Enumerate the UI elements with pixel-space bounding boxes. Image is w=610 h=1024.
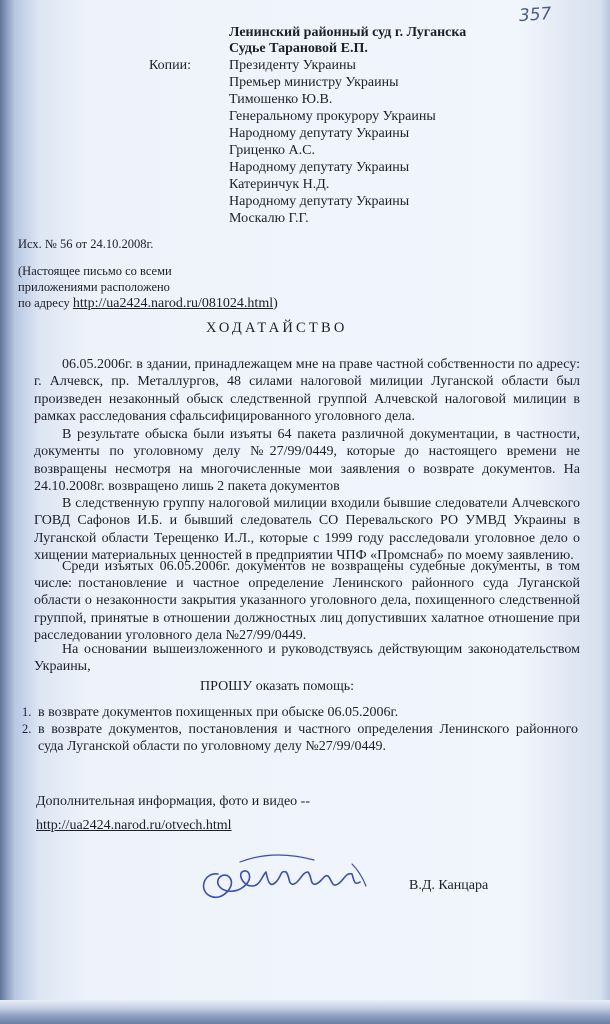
- copy-recipient: Москалю Г.Г.: [229, 211, 309, 226]
- request-number: 2.: [22, 722, 32, 736]
- copy-recipient: Народному депутату Украины: [229, 194, 410, 209]
- copy-recipient: Президенту Украины: [229, 58, 356, 73]
- additional-link[interactable]: http://ua2424.narod.ru/otvech.html: [36, 818, 232, 833]
- handwritten-page-number: 357: [518, 3, 553, 27]
- addressee-court: Ленинский районный суд г. Луганска: [229, 25, 467, 40]
- additional-info: Дополнительная информация, фото и видео --: [36, 794, 310, 809]
- note-line-3: [18, 295, 278, 312]
- document-title: ХОДАТАЙСТВО: [206, 320, 348, 336]
- note-suffix: ): [273, 296, 278, 311]
- paragraph-basis: На основании вышеизложенного и руководствуясь действующим законодательством Украины,: [34, 642, 580, 675]
- paragraph-investigators: В следственную группу налоговой милиции входили бывшие следователи Алчевского ГОВД Сафонов И.Б. и бывший следователь СО Перевальского РО УМВД Украины в Луганской области Терещенко И.Л., которые с 1999 году расследовали уголовное дело о хищении материальных ценностей в предприятии ЧПФ «Промснаб» по моему заявлению.: [34, 496, 580, 563]
- copy-recipient: Гриценко А.С.: [229, 143, 315, 158]
- copy-recipient: Народному депутату Украины: [229, 126, 410, 141]
- copy-recipient: Катеринчук Н.Д.: [229, 177, 330, 192]
- copy-recipient: Тимошенко Ю.В.: [229, 92, 333, 107]
- request-item: в возврате документов похищенных при обыске 06.05.2006г.: [38, 705, 399, 720]
- request-item: в возврате документов, постановления и частного определения Ленинского районного суда Луганской области по уголовному делу №27/99/0449.: [38, 722, 578, 755]
- paragraph-court-decisions: – постановление и частное определение Ленинского районного суда Луганской области о незаконности закрытия указанного уголовного дела, похищенного следственной группой, принятые в отношении должностных лиц допустивших халатное отношение при расследовании уголовного дела №27/99/0449.: [34, 576, 580, 643]
- signature-image: [196, 842, 396, 912]
- copy-recipient: Премьер министру Украины: [229, 75, 399, 90]
- copy-recipient: Генеральному прокурору Украины: [229, 109, 436, 124]
- note-prefix: по адресу: [18, 296, 73, 310]
- copy-recipient: Народному депутату Украины: [229, 160, 410, 175]
- signer-name: В.Д. Канцара: [409, 878, 489, 893]
- paragraph-not-returned: Среди изъятых 06.05.2006г. документов не возвращены судебные документы, в том числе:: [34, 559, 580, 592]
- note-line-2: приложениями расположено: [18, 280, 170, 294]
- outgoing-reference: Исх. № 56 от 24.10.2008г.: [18, 237, 154, 251]
- request-number: 1.: [22, 705, 32, 719]
- paragraph-search: 06.05.2006г. в здании, принадлежащем мне на праве частной собственности по адресу: г. Алчевск, пр. Металлургов, 48 силами налоговой милиции Луганской области был произведен незаконный обыск следственной группой Алчевской налоговой милиции в рамках расследования сфальсифицированного уголовного дела.: [34, 357, 580, 424]
- paragraph-seizure: В результате обыска были изъяты 64 пакета различной документации, в частности, документы по уголовному делу №27/99/0449, которые до настоящего времени не возвращены несмотря на многочисленные мои заявления о возврате документов. На 24.10.2008г. возвращено лишь 2 пакета документов: [34, 427, 580, 494]
- request-heading: ПРОШУ оказать помощь:: [200, 679, 355, 694]
- note-line-1: (Настоящее письмо со всеми: [18, 264, 172, 278]
- letter-link[interactable]: http://ua2424.narod.ru/081024.html: [72, 296, 274, 311]
- copies-label: Копии:: [149, 58, 192, 73]
- addressee-judge: Судье Тарановой Е.П.: [229, 41, 368, 56]
